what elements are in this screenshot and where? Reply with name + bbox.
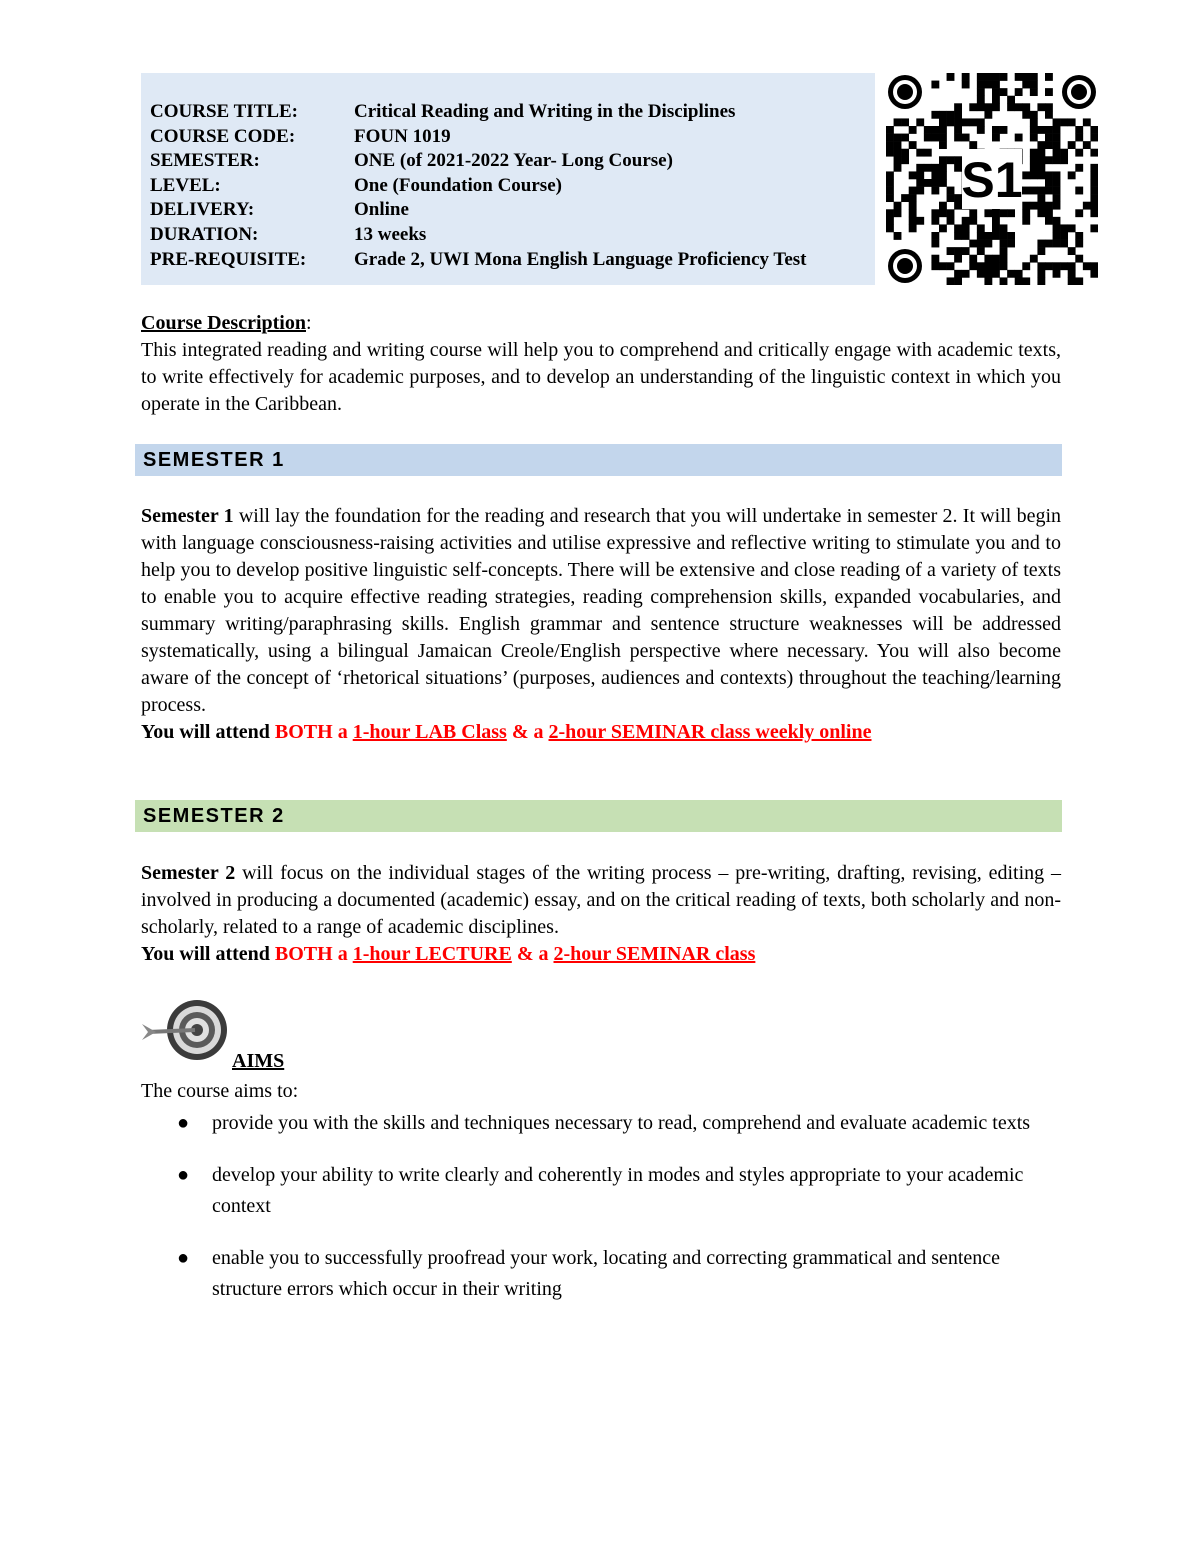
- delivery-value: Online: [354, 199, 409, 221]
- attend-and: & a: [506, 721, 549, 743]
- course-info-table: [150, 100, 807, 272]
- aims-title: AIMS: [232, 1050, 285, 1072]
- prerequisite-value: Grade 2, UWI Mona English Language Proficiency Test: [354, 248, 807, 270]
- duration-label: DURATION:: [150, 223, 259, 245]
- list-item: [141, 1243, 1061, 1305]
- delivery-label: DELIVERY:: [150, 199, 255, 221]
- qr-code-icon[interactable]: [886, 73, 1098, 285]
- aims-list: [141, 1108, 1061, 1326]
- semester-value: ONE (of 2021-2022 Year- Long Course): [354, 150, 673, 172]
- attend-both: BOTH a: [274, 943, 353, 965]
- target-icon: [140, 998, 230, 1068]
- course-info-box: [141, 73, 875, 285]
- semester-1-heading: SEMESTER 1: [135, 444, 1062, 476]
- semester-1-paragraph: [141, 503, 1061, 719]
- course-title-label: COURSE TITLE:: [150, 101, 299, 122]
- bullet-icon: ●: [177, 1247, 190, 1269]
- lab-class-link: 1-hour LAB Class: [352, 721, 507, 743]
- aims-item-text: provide you with the skills and techniques necessary to read, comprehend and evaluate academic texts: [212, 1112, 1031, 1134]
- level-value: One (Foundation Course): [354, 174, 562, 196]
- semester-2-attendance: [141, 941, 1061, 968]
- course-description: [141, 310, 1061, 418]
- aims-item-text: enable you to successfully proofread your work, locating and correcting grammatical and sentence structure errors which occur in their writing: [212, 1247, 1001, 1300]
- course-description-title: Course Description: [141, 312, 306, 334]
- list-item: [141, 1108, 1061, 1139]
- course-info-row: [150, 100, 807, 125]
- course-info-row: [150, 149, 807, 174]
- bullet-icon: ●: [177, 1112, 190, 1134]
- course-title-value: Critical Reading and Writing in the Disciplines: [354, 101, 736, 122]
- semester-2-body: will focus on the individual stages of the writing process – pre-writing, drafting, revising, editing – involved in producing a documented (academic) essay, and on the critical reading of texts, both scholarly and non-scholarly, related to a range of academic disciplines.: [141, 862, 1062, 938]
- course-info-row: [150, 223, 807, 248]
- duration-value: 13 weeks: [354, 223, 427, 245]
- seminar-class-link: 2-hour SEMINAR class: [553, 943, 756, 965]
- attend-prefix: You will attend: [141, 721, 275, 743]
- lecture-link: 1-hour LECTURE: [352, 943, 512, 965]
- semester-label: SEMESTER:: [150, 150, 260, 172]
- semester-2-heading: SEMESTER 2: [135, 800, 1062, 832]
- course-info-row: [150, 174, 807, 199]
- semester-2-lead: Semester 2: [141, 862, 236, 884]
- semester-1-section: [141, 503, 1061, 746]
- attend-both: BOTH a: [274, 721, 353, 743]
- semester-1-attendance: [141, 719, 1061, 746]
- semester-1-lead: Semester 1: [141, 505, 234, 527]
- attend-and: & a: [511, 943, 554, 965]
- prerequisite-label: PRE-REQUISITE:: [150, 248, 307, 270]
- bullet-icon: ●: [177, 1164, 190, 1186]
- course-code-value: FOUN 1019: [354, 125, 451, 147]
- aims-item-text: develop your ability to write clearly and coherently in modes and styles appropriate to your academic context: [212, 1164, 1024, 1217]
- level-label: LEVEL:: [150, 174, 221, 196]
- semester-2-section: [141, 860, 1061, 968]
- course-info-row: [150, 248, 807, 273]
- semester-1-body: will lay the foundation for the reading and research that you will undertake in semester 2. It will begin with language consciousness-raising activities and utilise expressive and reflective writing to stimulate you and to help you to develop positive linguistic self-concepts. There will be extensive and close reading of a variety of texts to enable you to acquire effective reading strategies, reading comprehension skills, expanded vocabularies, and summary writing/paraphrasing skills. English grammar and sentence structure weaknesses will be addressed systematically, using a bilingual Jamaican Creole/English perspective where necessary. You will also become aware of the concept of ‘rhetorical situations’ (purposes, audiences and contexts) throughout the teaching/learning process.: [141, 505, 1061, 716]
- list-item: [141, 1160, 1061, 1222]
- course-info-row: [150, 125, 807, 150]
- course-code-label: COURSE CODE:: [150, 125, 296, 147]
- course-description-colon: :: [305, 312, 312, 334]
- attend-prefix: You will attend: [141, 943, 275, 965]
- semester-2-paragraph: [141, 860, 1061, 941]
- course-description-text: This integrated reading and writing course will help you to comprehend and critically engage with academic texts, to write effectively for academic purposes, and to develop an understanding of the linguistic context in which you operate in the Caribbean.: [141, 339, 1061, 415]
- seminar-class-link: 2-hour SEMINAR class weekly online: [548, 721, 872, 743]
- course-info-row: [150, 198, 807, 223]
- aims-intro: The course aims to:: [141, 1080, 299, 1102]
- qr-badge: S1: [961, 152, 1023, 208]
